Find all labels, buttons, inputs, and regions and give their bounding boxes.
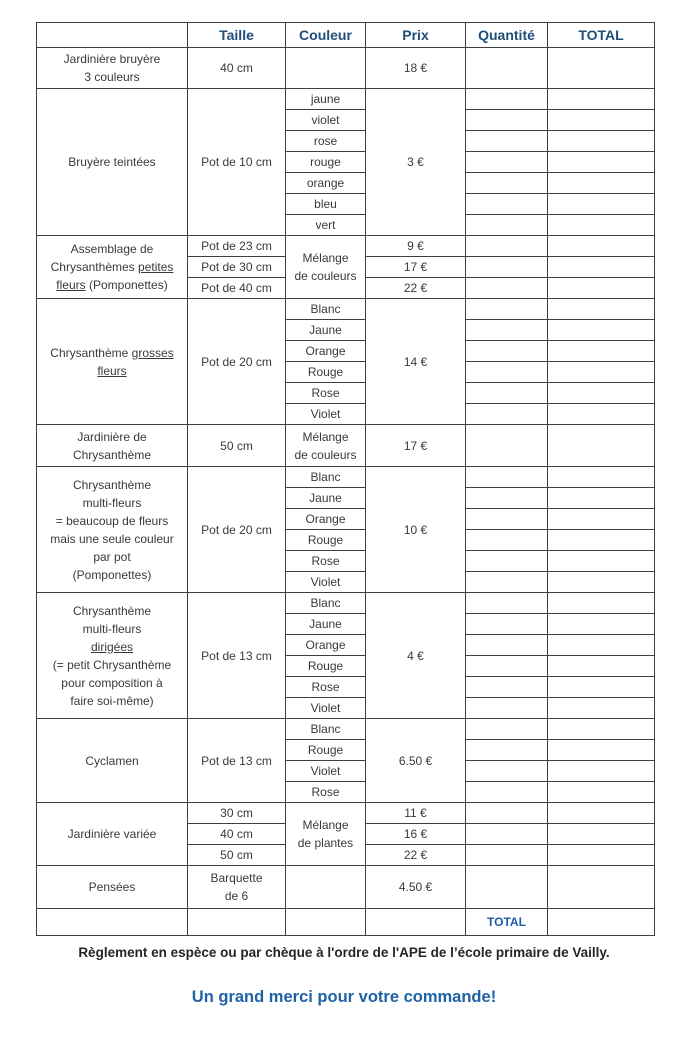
total-cell[interactable] — [548, 89, 655, 110]
color-cell: Violet — [286, 572, 366, 593]
total-cell[interactable] — [548, 341, 655, 362]
total-cell[interactable] — [548, 278, 655, 299]
total-cell[interactable] — [548, 656, 655, 677]
color-cell: rouge — [286, 152, 366, 173]
color-cell — [286, 48, 366, 89]
quantity-cell[interactable] — [466, 593, 548, 614]
empty-cell — [286, 909, 366, 936]
table-row — [37, 803, 655, 824]
table-header-row — [37, 23, 655, 48]
color-cell: Rose — [286, 383, 366, 404]
quantity-cell[interactable] — [466, 341, 548, 362]
empty-cell — [37, 909, 188, 936]
size-cell: Pot de 20 cm — [188, 299, 286, 425]
total-cell[interactable] — [548, 48, 655, 89]
quantity-cell[interactable] — [466, 488, 548, 509]
quantity-cell[interactable] — [466, 194, 548, 215]
quantity-cell[interactable] — [466, 761, 548, 782]
total-cell[interactable] — [548, 488, 655, 509]
quantity-cell[interactable] — [466, 614, 548, 635]
total-cell[interactable] — [548, 677, 655, 698]
payment-instructions: Règlement en espèce ou par chèque à l'ordre de l'APE de l’école primaire de Vailly. — [78, 945, 610, 960]
grand-total-label: TOTAL — [466, 909, 548, 936]
empty-cell — [366, 909, 466, 936]
color-cell: Rose — [286, 551, 366, 572]
header-taille: Taille — [188, 23, 286, 48]
size-cell: Pot de 23 cm — [188, 236, 286, 257]
color-cell: jaune — [286, 89, 366, 110]
size-cell: 40 cm — [188, 824, 286, 845]
total-cell[interactable] — [548, 173, 655, 194]
quantity-cell[interactable] — [466, 740, 548, 761]
quantity-cell[interactable] — [466, 383, 548, 404]
size-cell: Pot de 40 cm — [188, 278, 286, 299]
size-cell: Pot de 13 cm — [188, 593, 286, 719]
color-cell: Mélange de couleurs — [286, 236, 366, 299]
quantity-cell[interactable] — [466, 530, 548, 551]
color-cell: rose — [286, 131, 366, 152]
item-name-cell: Jardinière bruyère 3 couleurs — [37, 48, 188, 89]
item-name-cell: Pensées — [37, 866, 188, 909]
price-cell: 11 € — [366, 803, 466, 824]
quantity-cell[interactable] — [466, 173, 548, 194]
quantity-cell[interactable] — [466, 467, 548, 488]
price-cell: 16 € — [366, 824, 466, 845]
quantity-cell[interactable] — [466, 89, 548, 110]
size-cell: 30 cm — [188, 803, 286, 824]
total-cell[interactable] — [548, 236, 655, 257]
size-cell: Pot de 20 cm — [188, 467, 286, 593]
total-cell[interactable] — [548, 593, 655, 614]
quantity-cell[interactable] — [466, 698, 548, 719]
quantity-cell[interactable] — [466, 110, 548, 131]
quantity-cell[interactable] — [466, 299, 548, 320]
price-cell: 17 € — [366, 257, 466, 278]
quantity-cell[interactable] — [466, 656, 548, 677]
color-cell: Violet — [286, 761, 366, 782]
quantity-cell[interactable] — [466, 866, 548, 909]
quantity-cell[interactable] — [466, 425, 548, 467]
price-cell: 3 € — [366, 89, 466, 236]
color-cell: Rouge — [286, 362, 366, 383]
table-row — [37, 89, 655, 110]
price-cell: 9 € — [366, 236, 466, 257]
color-cell: Mélange de plantes — [286, 803, 366, 866]
color-cell: Violet — [286, 404, 366, 425]
total-cell[interactable] — [548, 824, 655, 845]
color-cell: orange — [286, 173, 366, 194]
price-cell: 10 € — [366, 467, 466, 593]
item-name-cell: Jardinière variée — [37, 803, 188, 866]
price-cell: 22 € — [366, 845, 466, 866]
size-cell: 50 cm — [188, 425, 286, 467]
color-cell: Orange — [286, 635, 366, 656]
item-name-cell: Assemblage de Chrysanthèmes petites fleurs (Pomponettes) — [37, 236, 188, 299]
quantity-cell[interactable] — [466, 803, 548, 824]
total-cell[interactable] — [548, 866, 655, 909]
header-item-cell — [37, 23, 188, 48]
table-row — [37, 866, 655, 909]
quantity-cell[interactable] — [466, 362, 548, 383]
total-cell[interactable] — [548, 761, 655, 782]
total-cell[interactable] — [548, 467, 655, 488]
item-name-cell: Cyclamen — [37, 719, 188, 803]
total-cell[interactable] — [548, 719, 655, 740]
price-cell: 18 € — [366, 48, 466, 89]
color-cell: Rose — [286, 677, 366, 698]
total-cell[interactable] — [548, 551, 655, 572]
price-cell: 22 € — [366, 278, 466, 299]
size-cell: Pot de 10 cm — [188, 89, 286, 236]
quantity-cell[interactable] — [466, 719, 548, 740]
color-cell: Blanc — [286, 467, 366, 488]
table-row — [37, 299, 655, 320]
color-cell: Rouge — [286, 530, 366, 551]
header-prix: Prix — [366, 23, 466, 48]
color-cell: Rose — [286, 782, 366, 803]
total-cell[interactable] — [548, 131, 655, 152]
table-row — [37, 467, 655, 488]
color-cell: Orange — [286, 509, 366, 530]
color-cell: Rouge — [286, 740, 366, 761]
quantity-cell[interactable] — [466, 824, 548, 845]
price-cell: 14 € — [366, 299, 466, 425]
total-cell[interactable] — [548, 614, 655, 635]
color-cell: Jaune — [286, 614, 366, 635]
header-total: TOTAL — [548, 23, 655, 48]
total-cell[interactable] — [548, 572, 655, 593]
table-row — [37, 719, 655, 740]
total-cell[interactable] — [548, 509, 655, 530]
quantity-cell[interactable] — [466, 677, 548, 698]
quantity-cell[interactable] — [466, 48, 548, 89]
color-cell: Violet — [286, 698, 366, 719]
total-cell[interactable] — [548, 803, 655, 824]
grand-total-row — [37, 909, 655, 936]
item-name-cell: Chrysanthème multi-fleurs = beaucoup de fleurs mais une seule couleur par pot (Pomponettes) — [37, 467, 188, 593]
item-name-cell: Chrysanthème multi-fleurs dirigées (= petit Chrysanthème pour composition à faire soi-même) — [37, 593, 188, 719]
total-cell[interactable] — [548, 698, 655, 719]
total-cell[interactable] — [548, 299, 655, 320]
grand-total-cell[interactable] — [548, 909, 655, 936]
table-row — [37, 425, 655, 467]
total-cell[interactable] — [548, 425, 655, 467]
color-cell: Orange — [286, 341, 366, 362]
total-cell[interactable] — [548, 152, 655, 173]
total-cell[interactable] — [548, 110, 655, 131]
color-cell: Blanc — [286, 299, 366, 320]
total-cell[interactable] — [548, 362, 655, 383]
total-cell[interactable] — [548, 845, 655, 866]
price-cell: 6.50 € — [366, 719, 466, 803]
color-cell: Jaune — [286, 488, 366, 509]
total-cell[interactable] — [548, 530, 655, 551]
quantity-cell[interactable] — [466, 131, 548, 152]
quantity-cell[interactable] — [466, 278, 548, 299]
color-cell: Blanc — [286, 719, 366, 740]
thank-you-message: Un grand merci pour votre commande! — [191, 988, 497, 1006]
color-cell — [286, 866, 366, 909]
total-cell[interactable] — [548, 740, 655, 761]
total-cell[interactable] — [548, 257, 655, 278]
size-cell: 40 cm — [188, 48, 286, 89]
quantity-cell[interactable] — [466, 845, 548, 866]
color-cell: Jaune — [286, 320, 366, 341]
color-cell: Rouge — [286, 656, 366, 677]
total-cell[interactable] — [548, 383, 655, 404]
color-cell: Mélange de couleurs — [286, 425, 366, 467]
total-cell[interactable] — [548, 215, 655, 236]
size-cell: Pot de 13 cm — [188, 719, 286, 803]
total-cell[interactable] — [548, 404, 655, 425]
order-form-table — [36, 22, 655, 936]
size-cell: Barquette de 6 — [188, 866, 286, 909]
color-cell: violet — [286, 110, 366, 131]
quantity-cell[interactable] — [466, 404, 548, 425]
price-cell: 4 € — [366, 593, 466, 719]
total-cell[interactable] — [548, 194, 655, 215]
total-cell[interactable] — [548, 320, 655, 341]
item-name-cell: Bruyère teintées — [37, 89, 188, 236]
header-couleur: Couleur — [286, 23, 366, 48]
quantity-cell[interactable] — [466, 782, 548, 803]
quantity-cell[interactable] — [466, 215, 548, 236]
quantity-cell[interactable] — [466, 152, 548, 173]
quantity-cell[interactable] — [466, 257, 548, 278]
header-quantite: Quantité — [466, 23, 548, 48]
table-row — [37, 48, 655, 89]
table-row — [37, 593, 655, 614]
item-name-cell: Jardinière de Chrysanthème — [37, 425, 188, 467]
color-cell: vert — [286, 215, 366, 236]
quantity-cell[interactable] — [466, 236, 548, 257]
total-cell[interactable] — [548, 635, 655, 656]
color-cell: Blanc — [286, 593, 366, 614]
total-cell[interactable] — [548, 782, 655, 803]
size-cell: Pot de 30 cm — [188, 257, 286, 278]
quantity-cell[interactable] — [466, 551, 548, 572]
quantity-cell[interactable] — [466, 635, 548, 656]
item-name-cell: Chrysanthème grosses fleurs — [37, 299, 188, 425]
quantity-cell[interactable] — [466, 509, 548, 530]
price-cell: 17 € — [366, 425, 466, 467]
table-row — [37, 236, 655, 257]
quantity-cell[interactable] — [466, 572, 548, 593]
quantity-cell[interactable] — [466, 320, 548, 341]
price-cell: 4.50 € — [366, 866, 466, 909]
size-cell: 50 cm — [188, 845, 286, 866]
color-cell: bleu — [286, 194, 366, 215]
empty-cell — [188, 909, 286, 936]
